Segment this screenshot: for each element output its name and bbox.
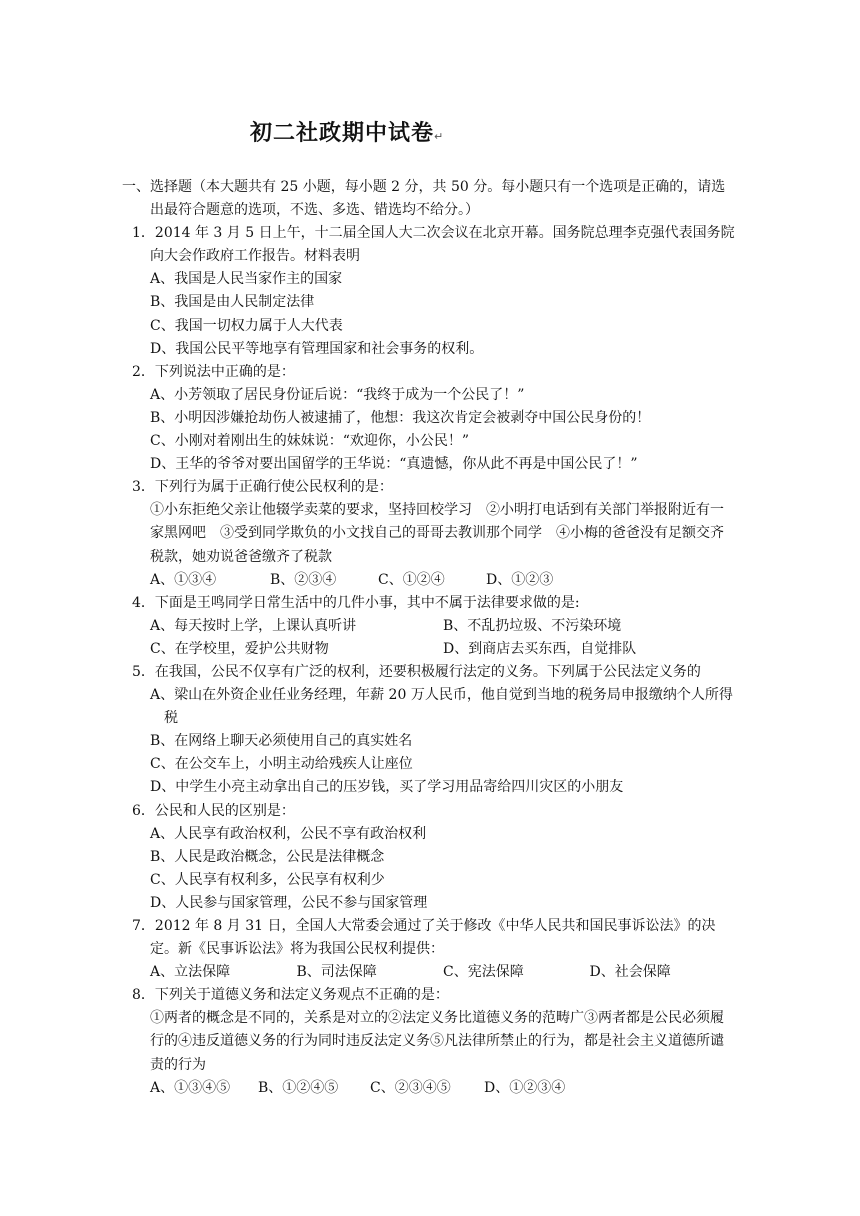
question-3-options [122,569,736,592]
question-3-body: ①小东拒绝父亲让他辍学卖菜的要求，坚持回校学习 ②小明打电话到有关部门举报附近有一家黑网吧 ③受到同学欺负的小文找自己的哥哥去教训那个同学 ④小梅的爸爸没有足额交齐税款，她劝说爸爸缴齐了税款 [150,502,724,565]
page-title-text: 初二社政期中试卷 [250,121,435,146]
question-4-options-row-1 [122,615,736,638]
question-4-options-row-2 [122,638,736,661]
question-4-option-c: C、在学校里，爱护公共财物 [150,640,329,657]
question-8-option-d: D、①②③④ [484,1079,566,1096]
question-7-stem: 7．2012 年 8 月 31 日，全国人大常委会通过了关于修改《中华人民共和国民事诉讼法》的决定。新《民事诉讼法》将为我国公民权利提供： [132,918,716,958]
question-6-option-a: A、人民享有政治权利，公民不享有政治权利 [150,825,427,842]
question-3-option-b: B、②③④ [270,571,337,588]
question-6-option-d: D、人民参与国家管理，公民不参与国家管理 [150,894,428,911]
question-4-stem: 4．下面是王鸣同学日常生活中的几件小事，其中不属于法律要求做的是: [132,594,580,611]
question-8-stem: 8．下列关于道德义务和法定义务观点不正确的是： [132,987,449,1004]
question-3-option-a: A、①③④ [150,571,217,588]
question-8-options [122,1077,736,1100]
question-8-option-a: A、①③④⑤ [150,1079,231,1096]
question-4-option-d: D、到商店去买东西，自觉排队 [443,640,637,657]
question-5-stem: 5．在我国，公民不仅享有广泛的权利，还要积极履行法定的义务。下列属于公民法定义务的 [132,663,701,680]
question-5-option-a: A、梁山在外资企业任业务经理，年薪 20 万人民币，他自觉到当地的税务局申报缴纳个人所得税 [150,687,733,727]
paragraph-mark-icon: ↵ [434,130,445,143]
question-2-option-b: B、小明因涉嫌抢劫伤人被逮捕了，他想：我这次肯定会被剥夺中国公民身份的！ [150,409,651,426]
question-7-option-a: A、立法保障 [150,964,231,981]
question-1-stem: 1．2014 年 3 月 5 日上午，十二届全国人大二次会议在北京开幕。国务院总理李克强代表国务院向大会作政府工作报告。材料表明 [132,225,735,265]
question-5-option-b: B、在网络上聊天必须使用自己的真实姓名 [150,733,413,750]
question-4-option-a: A、每天按时上学，上课认真听讲 [150,617,357,634]
question-5-option-d: D、中学生小亮主动拿出自己的压岁钱，买了学习用品寄给四川灾区的小朋友 [150,779,624,796]
question-1-option-a: A、我国是人民当家作主的国家 [150,271,343,288]
question-1-option-b: B、我国是由人民制定法律 [150,294,315,311]
question-6-option-c: C、人民享有权利多，公民享有权利少 [150,871,385,888]
question-7-option-b: B、司法保障 [296,964,377,981]
question-8-option-c: C、②③④⑤ [370,1079,451,1096]
question-2-option-d: D、王华的爷爷对要出国留学的王华说：“真遗憾，你从此不再是中国公民了！” [150,456,638,473]
question-3-option-d: D、①②③ [486,571,554,588]
question-7-option-c: C、宪法保障 [443,964,524,981]
question-8-body: ①两者的概念是不同的，关系是对立的②法定义务比道德义务的范畴广③两者都是公民必须履行的④违反道德义务的行为同时违反法定义务⑤凡法律所禁止的行为，都是社会主义道德所谴责的行为 [150,1010,724,1073]
question-5-option-c: C、在公交车上，小明主动给残疾人让座位 [150,756,413,773]
question-1-option-c: C、我国一切权力属于人大代表 [150,317,343,334]
question-8-option-b: B、①②④⑤ [258,1079,339,1096]
section-heading: 一、选择题（本大题共有 25 小题，每小题 2 分，共 50 分。每小题只有一个选项是正确的，请选出最符合题意的选项，不选、多选、错选均不给分。） [122,179,726,219]
question-3-option-c: C、①②④ [378,571,445,588]
question-2-stem: 2．下列说法中正确的是： [132,363,295,380]
question-7-options [122,961,736,984]
question-6-stem: 6．公民和人民的区别是： [132,802,295,819]
question-4-option-b: B、不乱扔垃圾、不污染环境 [443,617,622,634]
exam-content [122,176,736,1100]
question-1-option-d: D、我国公民平等地享有管理国家和社会事务的权利。 [150,340,484,357]
question-7-option-d: D、社会保障 [589,964,671,981]
question-2-option-c: C、小刚对着刚出生的妹妹说：“欢迎你，小公民！” [150,433,470,450]
question-6-option-b: B、人民是政治概念，公民是法律概念 [150,848,385,865]
page-title [250,116,444,147]
question-3-stem: 3．下列行为属于正确行使公民权利的是： [132,479,393,496]
question-2-option-a: A、小芳领取了居民身份证后说：“我终于成为一个公民了！” [150,386,525,403]
